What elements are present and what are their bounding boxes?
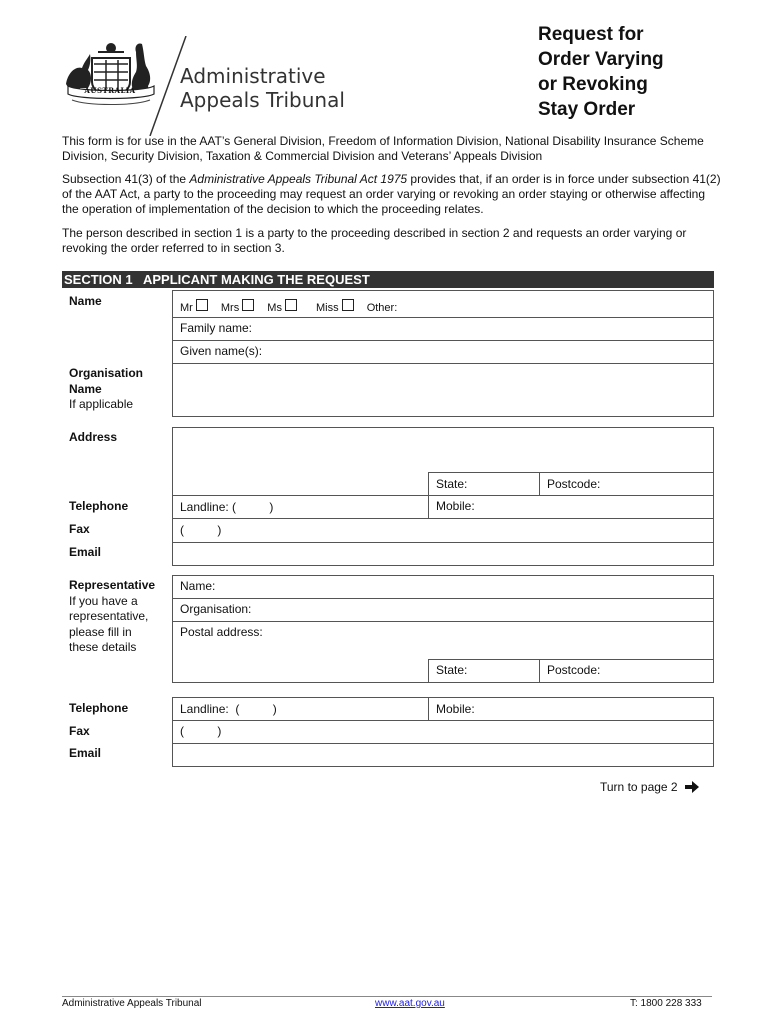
divider — [428, 659, 714, 660]
postcode-field[interactable]: Postcode: — [547, 477, 601, 491]
divider — [539, 659, 540, 682]
mobile-field[interactable]: Mobile: — [436, 499, 475, 513]
divider — [428, 697, 429, 720]
divider — [172, 340, 714, 341]
title-mrs-checkbox[interactable] — [242, 299, 254, 311]
form-title-line: Request for — [538, 24, 644, 45]
rep-telephone-label: Telephone — [69, 701, 129, 715]
form-title-line: Order Varying — [538, 49, 664, 70]
title-ms-label: Ms — [267, 302, 282, 314]
divider — [428, 659, 429, 682]
logo-scroll-text: AUSTRALIA — [84, 86, 136, 95]
rep-name-field[interactable]: Name: — [180, 579, 216, 593]
rep-note-line: please fill in — [69, 624, 132, 639]
given-names-field[interactable]: Given name(s): — [180, 344, 263, 358]
title-miss-label: Miss — [316, 302, 339, 314]
organisation-note: If applicable — [69, 397, 134, 411]
rep-email-label: Email — [69, 746, 102, 760]
footer-agency: Administrative Appeals Tribunal — [62, 998, 202, 1009]
rep-landline-field[interactable]: Landline: ( ) — [180, 702, 277, 716]
turn-page-label: Turn to page 2 — [600, 780, 678, 794]
rep-postal-address-field[interactable]: Postal address: — [180, 625, 263, 639]
section-1-heading: SECTION 1 APPLICANT MAKING THE REQUEST — [62, 271, 714, 288]
rep-note-line: representative, — [69, 609, 149, 623]
family-name-field[interactable]: Family name: — [180, 321, 253, 335]
rep-organisation-field[interactable]: Organisation: — [180, 602, 252, 616]
footer-phone: T: 1800 228 333 — [630, 998, 702, 1009]
rep-postcode-field[interactable]: Postcode: — [547, 663, 601, 677]
divider — [428, 472, 429, 518]
divider — [172, 317, 714, 318]
agency-name-line1: Administrative — [180, 64, 326, 88]
rep-fax-field[interactable]: ( ) — [180, 724, 222, 738]
title-mr-checkbox[interactable] — [196, 299, 208, 311]
divider — [428, 472, 714, 473]
representative-label-title: Representative — [69, 578, 156, 592]
agency-name-line2: Appeals Tribunal — [180, 88, 345, 112]
organisation-label-line1: Organisation — [69, 366, 144, 380]
landline-field[interactable]: Landline: ( ) — [180, 500, 274, 514]
email-field[interactable] — [173, 543, 713, 565]
divider — [172, 598, 714, 599]
address-label: Address — [69, 430, 118, 444]
rep-state-field[interactable]: State: — [436, 663, 468, 677]
intro-paragraph-3: The person described in section 1 is a party to the proceeding described in section 2 and requests an order varying or revoking the order referred to in section 3. — [62, 226, 687, 255]
para2-text: Subsection 41(3) of the — [62, 172, 190, 186]
telephone-label: Telephone — [69, 499, 129, 513]
organisation-label — [69, 366, 143, 413]
act-title: Administrative Appeals Tribunal Act 1975 — [189, 172, 408, 186]
divider — [172, 518, 714, 519]
para2-text: provides that, if an order is in force under subsection 41(2) of the AAT Act, a party to the proceeding may request an order varying or revoking an order staying or otherwise affecting the operation of implementation of the decision to which the proceeding relates. — [62, 172, 721, 216]
rep-mobile-field[interactable]: Mobile: — [436, 702, 475, 716]
fax-label: Fax — [69, 522, 90, 536]
divider — [539, 472, 540, 495]
rep-fax-label: Fax — [69, 724, 90, 738]
rep-note-line: If you have a — [69, 593, 138, 608]
fax-field[interactable]: ( ) — [180, 523, 222, 537]
email-label: Email — [69, 545, 102, 559]
form-title-line: Stay Order — [538, 99, 636, 120]
address-field[interactable] — [173, 428, 713, 472]
title-miss-checkbox[interactable] — [342, 299, 354, 311]
intro-paragraph-2 — [62, 172, 722, 217]
divider — [172, 720, 714, 721]
state-field[interactable]: State: — [436, 477, 468, 491]
form-title — [538, 22, 738, 122]
form-title-line: or Revoking — [538, 74, 648, 95]
divider — [172, 495, 714, 496]
footer-website-link[interactable]: www.aat.gov.au — [375, 998, 445, 1009]
title-ms-checkbox[interactable] — [285, 299, 297, 311]
name-label: Name — [69, 294, 102, 308]
intro-paragraph-1: This form is for use in the AAT’s General Division, Freedom of Information Division, National Disability Insurance Scheme Division, Security Division, Taxation & Commercial Division and Veterans’ Appeals Division — [62, 134, 704, 163]
footer-divider — [62, 996, 712, 997]
organisation-label-line2: Name — [69, 381, 102, 396]
representative-label — [69, 578, 155, 656]
organisation-field[interactable] — [173, 364, 713, 416]
title-other-label: Other: — [366, 302, 398, 314]
right-arrow-icon — [684, 780, 700, 797]
rep-note-line: these details — [69, 640, 137, 654]
divider — [172, 621, 714, 622]
title-options — [180, 299, 397, 315]
turn-page-link[interactable] — [600, 780, 700, 797]
agency-name — [180, 64, 345, 112]
rep-email-field[interactable] — [173, 744, 713, 766]
title-mr-label: Mr — [180, 302, 193, 314]
title-mrs-label: Mrs — [220, 302, 240, 314]
